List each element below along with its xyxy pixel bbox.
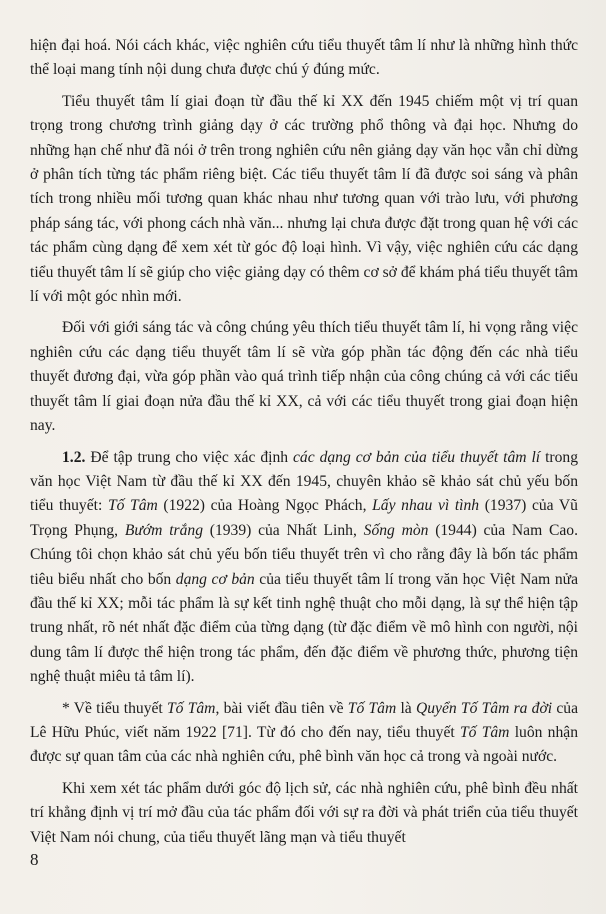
text-run: là xyxy=(396,699,416,717)
text-run: * Về tiểu thuyết xyxy=(62,699,167,717)
italic-text: Tố Tâm xyxy=(347,699,397,717)
page-number: 8 xyxy=(30,850,39,869)
text-run: (1937) của Vũ Trọng Phụng, xyxy=(30,497,578,539)
text-run: (1939) của Nhất Linh, xyxy=(203,521,364,539)
paragraph xyxy=(30,90,578,310)
text-run: Đối với giới sáng tác và công chúng yêu thích tiểu thuyết tâm lí, hi vọng rằng việc nghiên cứu các dạng tiểu thuyết tâm lí sẽ vừa góp phần tác động đến các nhà tiểu thuyết đương đại, vừa góp phần vào quá trình tiếp nhận của công chúng cả với các tiểu thuyết tâm lí giai đoạn nửa đầu thế kỉ XX, cả với các tiểu thuyết trong giai đoạn hiện nay. xyxy=(30,319,578,435)
text-run: hiện đại hoá. Nói cách khác, việc nghiên cứu tiểu thuyết tâm lí như là những hình thức thể loại mang tính nội dung chưa được chú ý đúng mức. xyxy=(30,37,578,79)
text-run: (1922) của Hoàng Ngọc Phách, xyxy=(157,497,373,515)
text-run: Để tập trung cho việc xác định xyxy=(85,448,293,466)
bold-text: 1.2. xyxy=(62,448,86,466)
text-run: của Lê Hữu Phúc, viết năm 1922 [71]. Từ đó cho đến nay, tiểu thuyết xyxy=(30,699,578,741)
paragraph xyxy=(30,316,578,438)
text-run: (1944) của Nam Cao. Chúng tôi chọn khảo sát chủ yếu bốn tiểu thuyết trên vì cho rằng đây là bốn tác phẩm tiêu biểu nhất cho bốn xyxy=(30,521,578,588)
italic-text: Lấy nhau vì tình xyxy=(372,497,480,515)
italic-text: dạng cơ bản xyxy=(175,570,255,588)
paragraph xyxy=(30,446,578,690)
body-text xyxy=(30,34,578,850)
italic-text: Tố Tâm xyxy=(459,723,510,741)
paragraph xyxy=(30,697,578,770)
paragraph xyxy=(30,777,578,850)
italic-text: Tố Tâm xyxy=(107,497,158,515)
italic-text: các dạng cơ bản của tiểu thuyết tâm lí xyxy=(293,448,541,466)
italic-text: Bướm trắng xyxy=(124,521,203,539)
text-run: trong văn học Việt Nam từ đầu thế kỉ XX đến 1945, chuyên khảo sẽ khảo sát chủ yếu bốn tiểu thuyết: xyxy=(30,448,578,515)
text-run: Khi xem xét tác phẩm dưới góc độ lịch sử, các nhà nghiên cứu, phê bình đều nhất trí khẳng định vị trí mở đầu của tác phẩm đối với sự ra đời và phát triển của tiểu thuyết Việt Nam nói chung, của tiểu thuyết lãng mạn và tiểu thuyết xyxy=(30,779,578,846)
italic-text: Tố Tâm xyxy=(167,699,216,717)
italic-text: Quyển Tố Tâm ra đời xyxy=(415,699,553,717)
text-run: , bài viết đầu tiên về xyxy=(215,699,348,717)
paragraph xyxy=(30,34,578,83)
italic-text: Sống mòn xyxy=(363,521,429,539)
text-run: của tiểu thuyết tâm lí trong văn học Việt Nam nửa đầu thế kỉ XX; mỗi tác phẩm là sự kết tinh nghệ thuật cho mỗi dạng, là sự thể hiện tập trung nhất, rõ nét nhất đặc điểm của từng dạng (từ đặc điểm về mô hình con người, nội dung tâm lí được thể hiện trong tác phẩm, đến đặc điểm về phương thức, phương tiện nghệ thuật miêu tả tâm lí). xyxy=(30,570,578,686)
text-run: luôn nhận được sự quan tâm của các nhà nghiên cứu, phê bình văn học cả trong và ngoài nước. xyxy=(30,723,578,766)
text-run: Tiểu thuyết tâm lí giai đoạn từ đầu thế kỉ XX đến 1945 chiếm một vị trí quan trọng trong chương trình giảng dạy ở các trường phổ thông và đại học. Nhưng do những hạn chế như đã nói ở trên trong nghiên cứu nên giảng dạy văn học vẫn chỉ dừng ở phân tích từng tác phẩm riêng biệt. Các tiểu thuyết tâm lí đã được soi sáng và phân tích trong nhiều mối tương quan khác nhau như tương quan với trào lưu, với phương pháp sáng tác, với phong cách nhà văn... nhưng lại chưa được đặt trong quan hệ với các tác phẩm cùng dạng để xem xét từ góc độ loại hình. Vì vậy, việc nghiên cứu các dạng tiểu thuyết tâm lí sẽ giúp cho việc giảng dạy có thêm cơ sở để khám phá tiểu thuyết tâm lí với một góc nhìn mới. xyxy=(30,92,578,306)
